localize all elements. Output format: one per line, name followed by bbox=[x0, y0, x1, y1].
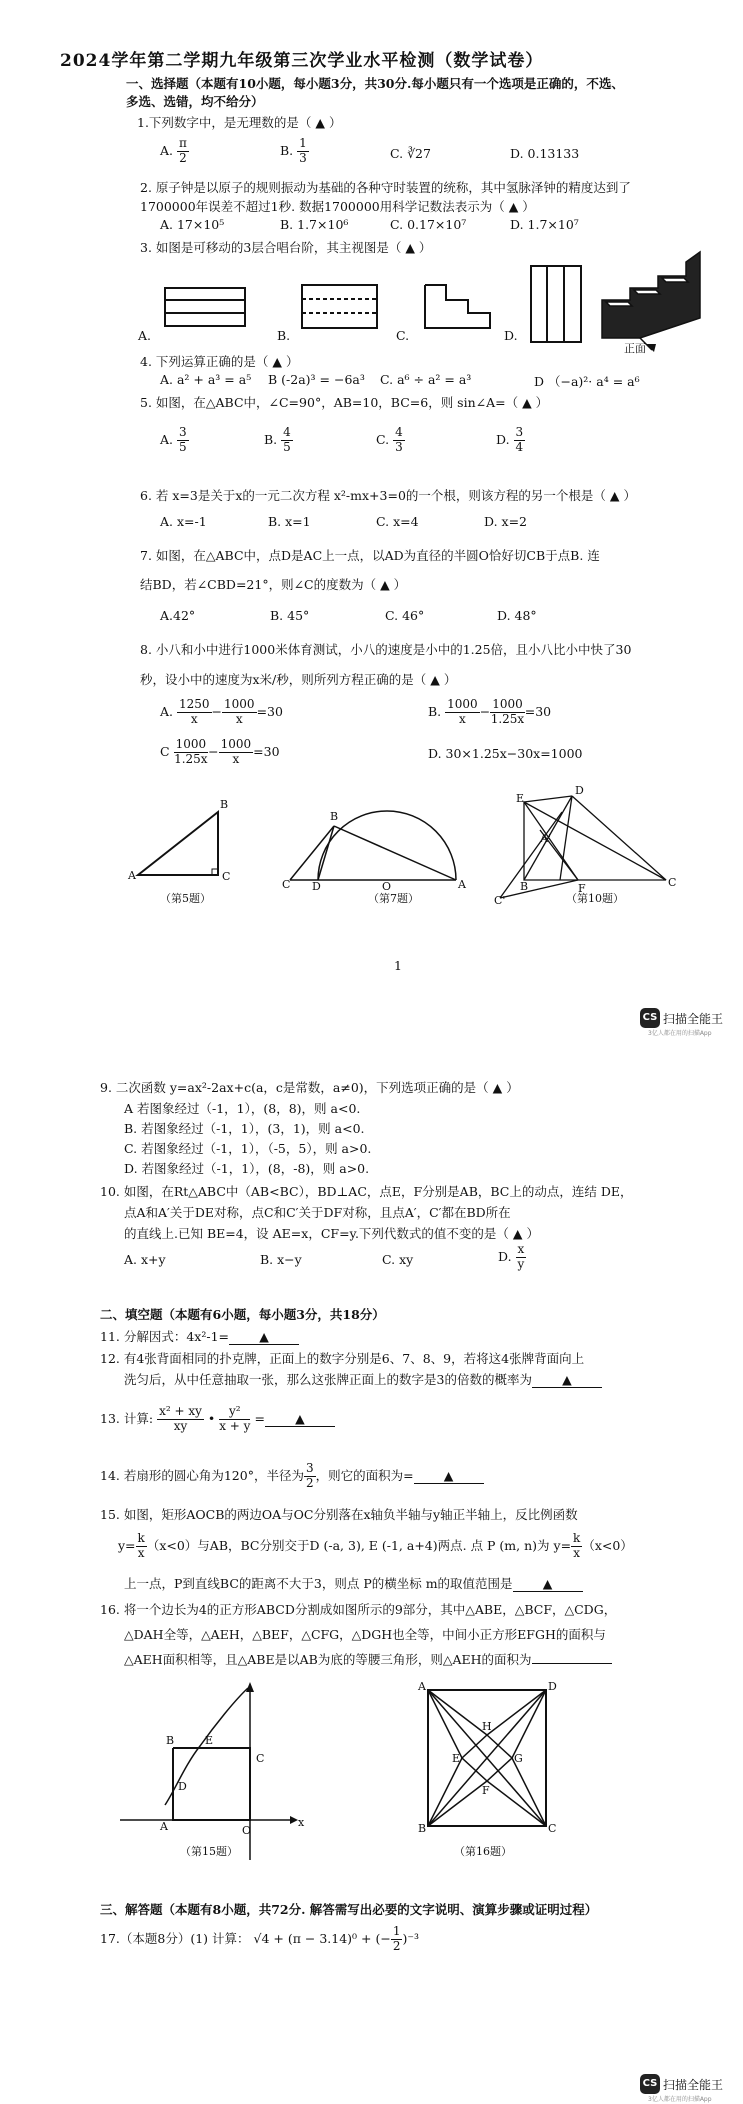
q7-option-a: A.42° bbox=[160, 608, 196, 623]
svg-text:D: D bbox=[178, 1780, 187, 1793]
q12-stem-2: 洗匀后，从中任意抽取一张，那么这张牌正面上的数字是3的倍数的概率为 ▲ bbox=[124, 1370, 602, 1388]
svg-text:F: F bbox=[578, 882, 586, 895]
q7-stem: 7. 如图，在△ABC中，点D是AC上一点，以AD为直径的半圆O恰好切CB于点B. 连 bbox=[140, 548, 600, 563]
q4-stem: 4. 下列运算正确的是（ ▲ ） bbox=[140, 354, 299, 369]
section1-heading-2: 多选、选错，均不给分） bbox=[126, 94, 264, 109]
q16-stem-3: △AEH面积相等，且△ABE是以AB为底的等腰三角形，则△AEH的面积为 bbox=[124, 1650, 612, 1668]
svg-text:A': A' bbox=[540, 832, 551, 845]
scanner-watermark-2: CS 扫描全能王 3亿人都在用的扫描App bbox=[640, 2074, 723, 2103]
svg-text:B: B bbox=[220, 798, 229, 811]
svg-text:H: H bbox=[482, 1720, 492, 1733]
q9-option-a: A 若图象经过（-1，1），(8，8)，则 a<0. bbox=[124, 1101, 361, 1116]
q7-option-b: B. 45° bbox=[270, 608, 310, 623]
q2-stem-2: 1700000年误差不超过1秒. 数据1700000用科学记数法表示为（ ▲ ） bbox=[140, 199, 535, 214]
q5-option-c: C. $\frac{4}{3}$ bbox=[376, 425, 403, 454]
q9-option-b: B. 若图象经过（-1，1），(3，1)，则 a<0. bbox=[124, 1121, 365, 1136]
q2-option-b: B. 1.7×10⁶ bbox=[280, 217, 349, 232]
q3-stem: 3. 如图是可移动的3层合唱台阶，其主视图是（ ▲ ） bbox=[140, 240, 432, 255]
svg-text:D: D bbox=[312, 880, 321, 893]
q14: 14. 若扇形的圆心角为120°，半径为 $\frac{3}{2}$ ，则它的面积为= ▲ bbox=[100, 1462, 484, 1491]
svg-text:B: B bbox=[330, 810, 339, 823]
section3-heading: 三、解答题（本题有8小题，共72分. 解答需写出必要的文字说明、演算步骤或证明过程） bbox=[100, 1902, 598, 1917]
q7-option-c: C. 46° bbox=[385, 608, 425, 623]
q10-option-a: A. x+y bbox=[124, 1252, 166, 1267]
svg-text:F: F bbox=[482, 1784, 490, 1797]
q3-front-label: 正面 bbox=[624, 342, 646, 355]
q4-option-a: A. a² + a³ = a⁵ bbox=[160, 372, 252, 387]
q9-option-d: D. 若图象经过（-1，1），(8，-8)，则 a>0. bbox=[124, 1161, 370, 1176]
svg-text:C: C bbox=[668, 876, 677, 889]
svg-text:G: G bbox=[514, 1752, 523, 1765]
q2-stem: 2. 原子钟是以原子的规则振动为基础的各种守时装置的统称，其中氢脉泽钟的精度达到了 bbox=[140, 180, 631, 195]
q9-stem: 9. 二次函数 y=ax²-2ax+c(a，c是常数，a≠0)，下列选项正确的是（ ▲ ） bbox=[100, 1080, 519, 1095]
fig10-caption: （第10题） bbox=[566, 892, 624, 905]
q2-option-d: D. 1.7×10⁷ bbox=[510, 217, 579, 232]
svg-text:C: C bbox=[282, 878, 291, 891]
svg-text:A: A bbox=[128, 869, 136, 882]
q6-option-a: A. x=-1 bbox=[160, 514, 207, 529]
svg-text:O: O bbox=[242, 1824, 252, 1837]
q9-option-c: C. 若图象经过（-1，1），（-5，5），则 a>0. bbox=[124, 1141, 372, 1156]
svg-text:E: E bbox=[516, 792, 525, 805]
q3-option-c: C. bbox=[396, 328, 410, 343]
scanner-watermark: CS 扫描全能王 3亿人都在用的扫描App bbox=[640, 1008, 723, 1037]
q5-stem: 5. 如图，在△ABC中，∠C=90°，AB=10，BC=6，则 sin∠A=（ ▲ ） bbox=[140, 395, 549, 410]
page-title: 2024学年第二学期九年级第三次学业水平检测（数学试卷） bbox=[60, 51, 544, 71]
svg-text:O: O bbox=[382, 880, 392, 893]
q16-stem-2: △DAH全等，△AEH，△BEF，△CFG，△DGH也全等，中间小正方形EFGH的面积与 bbox=[124, 1627, 606, 1642]
q6-stem: 6. 若 x=3是关于x的一元二次方程 x²-mx+3=0的一个根，则该方程的另一个根是（ ▲ ） bbox=[140, 488, 636, 503]
q1-option-c: C. ∛27 bbox=[390, 146, 431, 161]
svg-text:C: C bbox=[548, 1822, 557, 1835]
figures-5-7-10 bbox=[0, 780, 743, 920]
svg-text:B: B bbox=[520, 880, 529, 893]
q4-option-b: B (-2a)³ = −6a³ bbox=[268, 372, 365, 387]
q5-option-a: A. $\frac{3}{5}$ bbox=[160, 425, 187, 454]
q8-option-b: B. $\frac{1000}{x}$ − $\frac{1000}{1.25x}$ =30 bbox=[428, 697, 552, 726]
q8-stem-2: 秒，设小中的速度为x米/秒，则所列方程正确的是（ ▲ ） bbox=[140, 672, 457, 687]
section1-heading: 一、选择题（本题有10小题，每小题3分，共30分.每小题只有一个选项是正确的，不选、 bbox=[126, 76, 624, 91]
q8-option-d: D. 30×1.25x−30x=1000 bbox=[428, 746, 583, 761]
q10-stem-2: 点A和A′关于DE对称，点C和C′关于DF对称，且点A′，C′都在BD所在 bbox=[124, 1205, 511, 1220]
svg-text:C: C bbox=[256, 1752, 265, 1765]
figures-15-16 bbox=[0, 1680, 743, 1880]
q5-option-b: B. $\frac{4}{5}$ bbox=[264, 425, 291, 454]
q10-stem: 10. 如图，在Rt△ABC中（AB<BC），BD⊥AC，点E，F分别是AB，BC上的动点，连结 DE， bbox=[100, 1184, 633, 1199]
q2-option-c: C. 0.17×10⁷ bbox=[390, 217, 467, 232]
q8-option-a: A. $\frac{1250}{x}$ − $\frac{1000}{x}$ =30 bbox=[160, 697, 283, 726]
q8-option-c: C $\frac{1000}{1.25x}$ − $\frac{1000}{x}$ =30 bbox=[160, 737, 280, 766]
q6-option-b: B. x=1 bbox=[268, 514, 311, 529]
page1-number: 1 bbox=[394, 958, 402, 973]
q3-option-d: D. bbox=[504, 328, 518, 343]
q3-option-a: A. bbox=[138, 328, 152, 343]
svg-text:A: A bbox=[160, 1820, 168, 1833]
q7-stem-2: 结BD，若∠CBD=21°，则∠C的度数为（ ▲ ） bbox=[140, 577, 407, 592]
svg-text:C': C' bbox=[494, 894, 506, 907]
svg-text:D: D bbox=[575, 784, 584, 797]
q1-option-d: D. 0.13133 bbox=[510, 146, 580, 161]
section2-heading: 二、填空题（本题有6小题，每小题3分，共18分） bbox=[100, 1307, 385, 1322]
q10-stem-3: 的直线上.已知 BE=4，设 AE=x，CF=y.下列代数式的值不变的是（ ▲ ） bbox=[124, 1226, 539, 1241]
svg-text:B: B bbox=[166, 1734, 175, 1747]
svg-text:D: D bbox=[548, 1680, 557, 1693]
svg-text:E: E bbox=[452, 1752, 461, 1765]
svg-text:A: A bbox=[418, 1680, 426, 1693]
q1-option-b: B. $\frac{1}{3}$ bbox=[280, 136, 307, 165]
q15-stem-2: y= $\frac{k}{x}$ （x<0）与AB，BC分别交于D (-a, 3), E (-1, a+4)两点. 点 P (m, n)为 y= $\frac{k}{x}$ （x<0） bbox=[118, 1531, 633, 1560]
q16-stem: 16. 将一个边长为4的正方形ABCD分割成如图所示的9部分，其中△ABE，△BCF，△CDG， bbox=[100, 1602, 617, 1617]
q6-option-d: D. x=2 bbox=[484, 514, 527, 529]
q15-stem: 15. 如图，矩形AOCB的两边OA与OC分别落在x轴负半轴与y轴正半轴上，反比例函数 bbox=[100, 1507, 578, 1522]
q2-option-a: A. 17×10⁵ bbox=[160, 217, 225, 232]
q15-stem-3: 上一点，P到直线BC的距离不大于3，则点 P的横坐标 m的取值范围是 ▲ bbox=[124, 1574, 583, 1592]
q8-stem: 8. 小八和小中进行1000米体育测试，小八的速度是小中的1.25倍，且小八比小中快了30 bbox=[140, 642, 632, 657]
fig7-caption: （第7题） bbox=[368, 892, 419, 905]
q4-option-c: C. a⁶ ÷ a² = a³ bbox=[380, 372, 472, 387]
q5-option-d: D. $\frac{3}{4}$ bbox=[496, 425, 524, 454]
fig16-caption: （第16题） bbox=[454, 1845, 512, 1858]
svg-text:C: C bbox=[222, 870, 231, 883]
svg-text:E: E bbox=[205, 1734, 214, 1747]
svg-text:A: A bbox=[458, 878, 466, 891]
q7-option-d: D. 48° bbox=[497, 608, 537, 623]
q17: 17.（本题8分）(1) 计算： √4 + (π − 3.14)⁰ + (− $\frac{1}{2}$ )⁻³ bbox=[100, 1924, 419, 1953]
svg-text:x: x bbox=[298, 1816, 305, 1829]
q1-option-a: A. $\frac{\pi}{2}$ bbox=[160, 136, 187, 165]
scanner-logo-icon: CS bbox=[640, 1008, 660, 1028]
q1-stem: 1.下列数字中，是无理数的是（ ▲ ） bbox=[137, 115, 342, 130]
q3-figures bbox=[0, 0, 743, 370]
fig15-caption: （第15题） bbox=[180, 1845, 238, 1858]
q11: 11. 分解因式：4x²-1= ▲ bbox=[100, 1327, 299, 1345]
q10-option-b: B. x−y bbox=[260, 1252, 302, 1267]
scanner-logo-icon: CS bbox=[640, 2074, 660, 2094]
svg-text:B: B bbox=[418, 1822, 427, 1835]
q10-option-c: C. xy bbox=[382, 1252, 414, 1267]
q13: 13. 计算: $\frac{\text{x² + xy}}{xy}$ • $\frac{\text{y²}}{x + y}$ = ▲ bbox=[100, 1405, 335, 1434]
q10-option-d: D. $\frac{x}{y}$ bbox=[498, 1242, 525, 1271]
fig5-caption: （第5题） bbox=[160, 892, 211, 905]
q3-option-b: B. bbox=[277, 328, 291, 343]
q12-stem: 12. 有4张背面相同的扑克牌，正面上的数字分别是6、7、8、9，若将这4张牌背面向上 bbox=[100, 1351, 585, 1366]
q4-option-d: D （−a)²· a⁴ = a⁶ bbox=[534, 374, 640, 389]
q6-option-c: C. x=4 bbox=[376, 514, 419, 529]
